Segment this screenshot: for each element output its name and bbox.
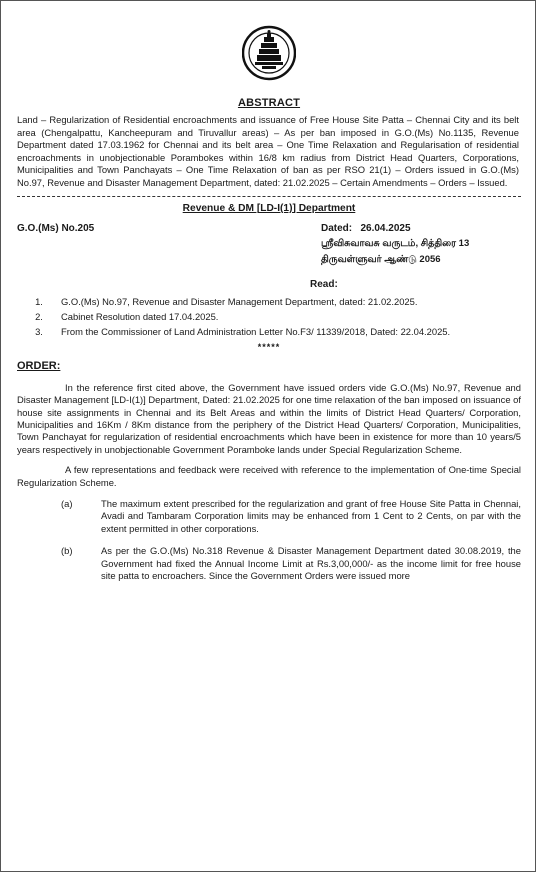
order-paragraph-1: In the reference first cited above, the Government have issued orders vide G.O.(Ms) No.97, Revenue and Disaster Management [LD-I(1)] Department, Dated: 21.02.2025 for one time relaxation of the ban imposed on issuance of house site assignments in Chennai and its Belt Areas and within the limits of District Head Quarters/ Corporation, Municipalities and 16Km / 8Km distance from the periphery of the District Head Quarters/ Corporation, Municipalities, Town Panchayat for regularization of residential encroachments which have been in existence for more than 10 years/5 years respectively in unobjectionable Government Poramboke lands under Special Regularization Scheme. [17, 381, 521, 455]
dated-block [321, 223, 521, 266]
tamil-nadu-emblem-icon [242, 25, 296, 81]
read-item-text: From the Commissioner of Land Administration Letter No.F3/ 11339/2018, Dated: 22.04.2025. [61, 326, 451, 338]
go-number: G.O.(Ms) No.205 [17, 222, 95, 234]
emblem-container [17, 1, 521, 91]
order-sub-item [17, 498, 521, 535]
order-sub-item [17, 545, 521, 582]
order-sub-item-text: As per the G.O.(Ms) No.318 Revenue & Disaster Management Department dated 30.08.2019, the Government had fixed the Annual Income Limit at Rs.3,00,000/- as the income limit for free house site patta to encroachers. Since the Government Orders were issued more [101, 545, 521, 582]
read-item-number: 1. [35, 295, 43, 307]
read-item-text: Cabinet Resolution dated 17.04.2025. [61, 310, 219, 322]
read-item-number: 2. [35, 310, 43, 322]
separator-stars: ***** [257, 341, 281, 352]
order-sub-item-text: The maximum extent prescribed for the regularization and grant of free House Site Patta in Chennai, Avadi and Tambaram Corporation limits may be enhanced from 1 Cent to 2 Cents, on par with the extent permitted in other corporations. [101, 498, 521, 534]
dated-label: Dated: [321, 222, 353, 234]
order-paragraph-2: A few representations and feedback were received with reference to the implementation of One-time Special Regularization Scheme. [17, 464, 521, 488]
abstract-title: ABSTRACT [237, 97, 301, 109]
read-title: Read: [310, 278, 338, 290]
dashed-divider [17, 196, 521, 197]
read-item [17, 296, 521, 308]
read-item-number: 3. [35, 326, 43, 338]
read-item [17, 326, 521, 338]
tamil-date-line-2: திருவள்ளுவர் ஆண்டு 2056 [321, 253, 441, 265]
dated-value: 26.04.2025 [360, 222, 411, 234]
order-sub-list [17, 498, 521, 582]
abstract-body: Land – Regularization of Residential encroachments and issuance of Free House Site Patta – Chennai City and its belt area (Chengalpattu, Kancheepuram and Tiruvallur areas) – As per ban imposed in G.O.(Ms) No.1135, Revenue Department dated 17.03.1962 for Chennai and its belt area – One Time Relaxation and Regularisation of residential encroachments in unobjectionable Porambokes within 16/8 km radius from District Head Quarters, Corporations, Municipalities and Town Panchayats – One Time Relaxation of ban as per RSO 21(1) – Orders issued in G.O.(Ms) No.97, Revenue and Disaster Management Department, dated: 21.02.2025 – Certain Amendments – Orders – Issued. [17, 114, 519, 188]
tamil-date-line-1: ஸ்ரீவிசுவாவசு வருடம், சித்திரை 13 [321, 237, 470, 249]
read-list [17, 296, 521, 339]
order-sub-item-number: (b) [61, 545, 73, 557]
order-sub-item-number: (a) [61, 498, 73, 510]
order-title: ORDER: [17, 359, 61, 372]
read-item [17, 311, 521, 323]
go-row [17, 223, 521, 266]
read-item-text: G.O.(Ms) No.97, Revenue and Disaster Management Department, dated: 21.02.2025. [61, 295, 418, 307]
department-heading: Revenue & DM [LD-I(1)] Department [182, 202, 356, 214]
